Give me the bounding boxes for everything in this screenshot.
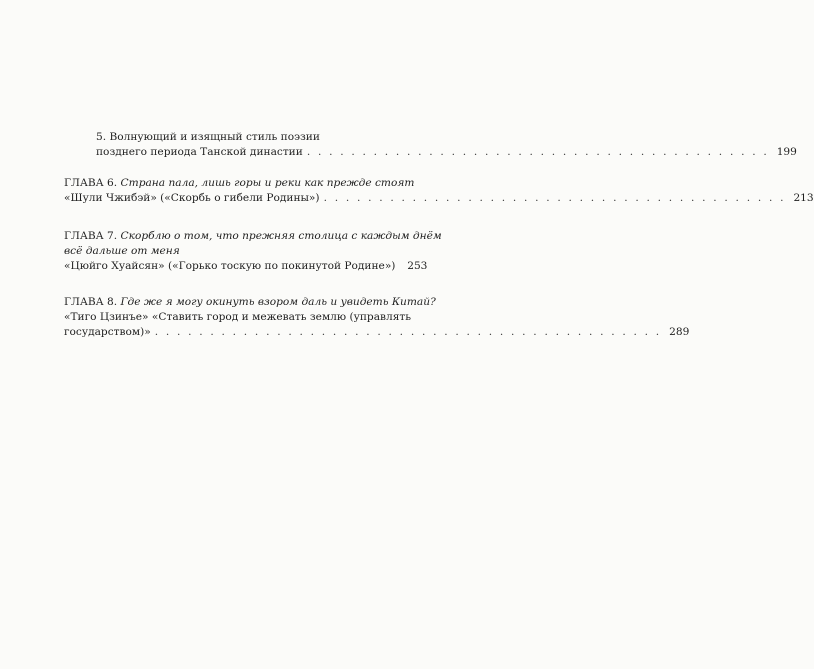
- chapter-title-continued: всё дальше от меня: [64, 245, 180, 257]
- toc-entry-line: [64, 259, 426, 274]
- dot-leaders: . . . . . . . . . . . . . . . . . . . . . . . . . . . . . . . . . . . . . . . . . . . . . .: [154, 326, 662, 338]
- chapter-label: ГЛАВА 8.: [64, 296, 118, 308]
- toc-entry-line: [64, 229, 442, 244]
- chapter-title: Где же я могу окинуть взором даль и увидеть Китай?: [120, 296, 436, 308]
- toc-entry-text: 5. Волнующий и изящный стиль поэзии: [96, 131, 320, 143]
- toc-entry-line: [64, 191, 814, 206]
- page-number: 289: [669, 326, 690, 338]
- page-number: 199: [776, 146, 797, 158]
- toc-entry-section-5: [64, 130, 797, 160]
- toc-entry-text: позднего периода Танской династии: [96, 146, 303, 158]
- chapter-title: Страна пала, лишь горы и реки как прежде стоят: [120, 177, 415, 189]
- chapter-subtitle: «Тиго Цзинъе» «Ставить город и межевать землю (управлять: [64, 311, 412, 323]
- chapter-label: ГЛАВА 6.: [64, 177, 118, 189]
- toc-entry-line: [64, 325, 690, 340]
- toc-entry-line: [64, 295, 436, 310]
- toc-entry-line: [64, 244, 426, 259]
- toc-entry-line: [64, 130, 426, 145]
- toc-entry-line: [64, 145, 797, 160]
- toc-entry-chapter-7: [64, 229, 442, 274]
- toc-entry-chapter-8: [64, 295, 690, 340]
- chapter-title: Скорблю о том, что прежняя столица с каждым днём: [120, 230, 442, 242]
- dot-leaders: . . . . . . . . . . . . . . . . . . . . . . . . . . . . . . . . . . . . . . . . . .: [306, 146, 769, 158]
- toc-entry-chapter-6: [64, 176, 814, 206]
- chapter-subtitle-continued: государством)»: [64, 326, 151, 338]
- dot-leaders: . . . . . . . . . . . . . . . . . . . . . . . . . . . . . . . . . . . . . . . . . .: [323, 192, 786, 204]
- toc-entry-line: [64, 176, 426, 191]
- page-number: 213: [793, 192, 814, 204]
- chapter-label: ГЛАВА 7.: [64, 230, 118, 242]
- toc-entry-line: [64, 310, 426, 325]
- chapter-subtitle: «Шули Чжибэй» («Скорбь о гибели Родины»): [64, 192, 320, 204]
- chapter-subtitle: «Цюйго Хуайсян» («Горько тоскую по покинутой Родине»): [64, 260, 396, 272]
- page-number: 253: [407, 260, 428, 272]
